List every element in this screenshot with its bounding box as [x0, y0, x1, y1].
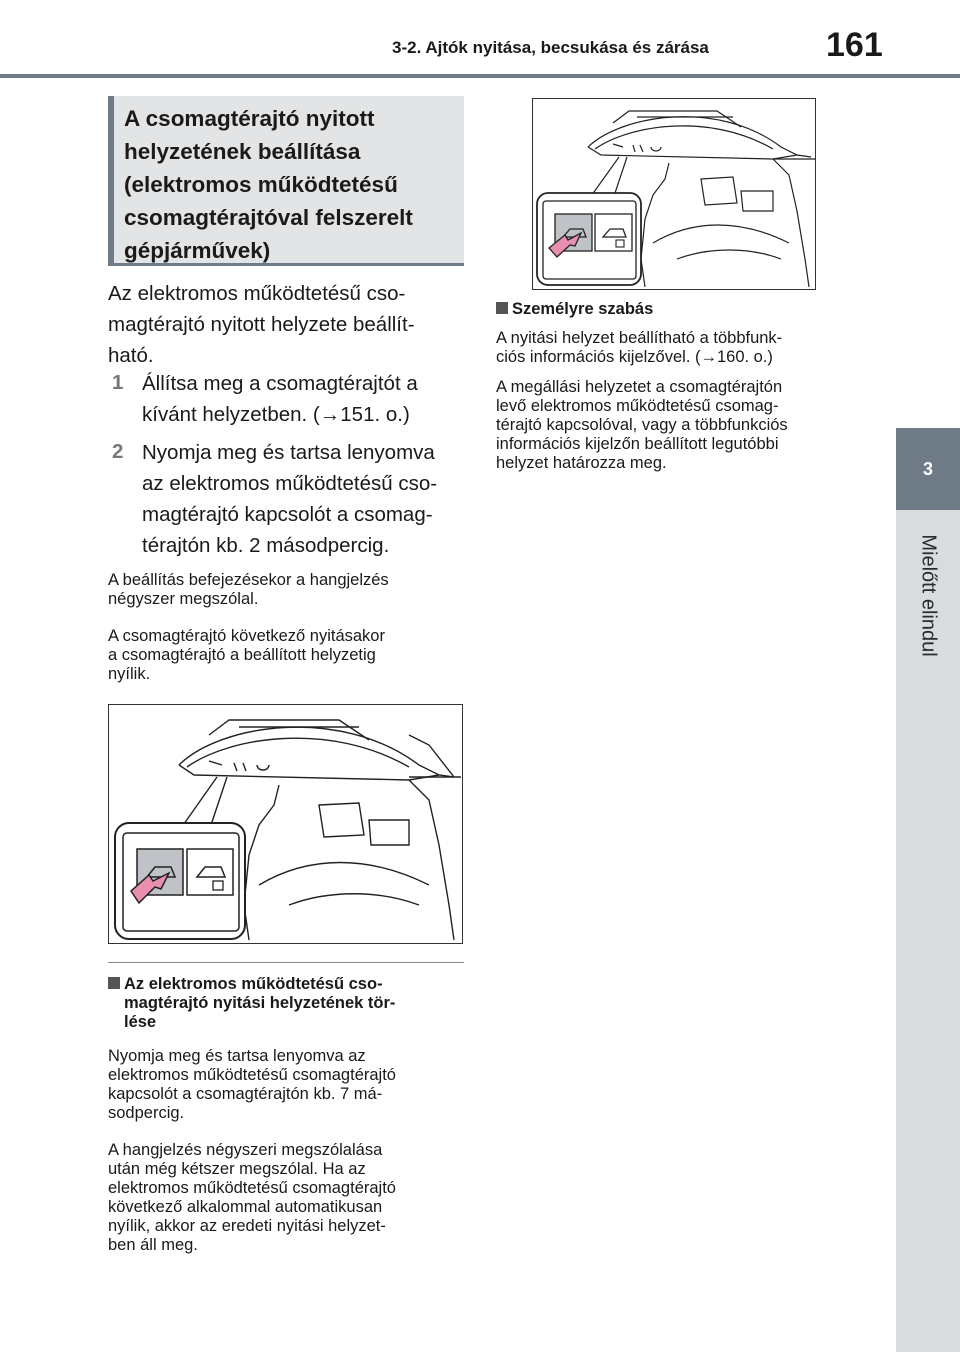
- step-line: kívánt helyzetben. (→151. o.): [142, 403, 410, 426]
- delete-line: elektromos működtetésű csomagtérajtó: [108, 1066, 396, 1084]
- chapter-number: 3: [922, 458, 933, 479]
- step-line: az elektromos működtetésű cso-: [142, 472, 438, 495]
- note-paragraph: [108, 571, 389, 609]
- delete-line: A hangjelzés négyszeri megszólalása: [108, 1141, 383, 1159]
- step-line: térajtón kb. 2 másodpercig.: [142, 534, 390, 557]
- delete-line: kapcsolót a csomagtérajtón kb. 7 má-: [108, 1085, 383, 1103]
- delete-line: nyílik, akkor az eredeti nyitási helyzet-: [108, 1217, 386, 1235]
- note-line: négyszer megszólal.: [108, 590, 259, 608]
- note-line: A beállítás befejezésekor a hangjelzés: [108, 571, 389, 589]
- step-text: [142, 368, 418, 430]
- custom-paragraph: [496, 329, 782, 367]
- tailgate-illustration-small: [532, 98, 816, 290]
- block-divider: [108, 962, 464, 963]
- note-line: a csomagtérajtó a beállított helyzetig: [108, 646, 376, 664]
- tailgate-drawing: [109, 705, 462, 943]
- header-divider: [0, 74, 960, 78]
- header-title: 3-2. Ajtók nyitása, becsukása és zárása: [392, 38, 709, 57]
- intro-line: magtérajtó nyitott helyzete beállít-: [108, 313, 415, 336]
- delete-title-line: lése: [124, 1013, 157, 1031]
- square-bullet-icon: [108, 977, 120, 989]
- heading-line: helyzetének beállítása: [124, 139, 361, 164]
- delete-line: ben áll meg.: [108, 1236, 198, 1254]
- custom-line: térajtó kapcsolóval, vagy a többfunkciós: [496, 416, 788, 434]
- heading-line: A csomagtérajtó nyitott: [124, 106, 375, 131]
- custom-line: helyzet határozza meg.: [496, 454, 667, 472]
- custom-line: A megállási helyzetet a csomagtérajtón: [496, 378, 783, 396]
- delete-block-title: [108, 975, 395, 1032]
- step-text: [142, 437, 437, 561]
- heading-line: (elektromos működtetésű: [124, 172, 398, 197]
- note-line: nyílik.: [108, 665, 151, 683]
- intro-paragraph: [108, 278, 415, 371]
- chapter-tab: [896, 428, 960, 510]
- step-number: 2: [112, 440, 124, 463]
- custom-line: információs kijelzőn beállított legutóbbi: [496, 435, 779, 453]
- page-number: 161: [826, 26, 883, 64]
- delete-title-line: magtérajtó nyitási helyzetének tör-: [124, 994, 396, 1012]
- tailgate-illustration: [108, 704, 463, 944]
- section-heading: [108, 96, 464, 266]
- note-paragraph: [108, 627, 385, 684]
- step-line: Nyomja meg és tartsa lenyomva: [142, 441, 435, 464]
- tailgate-drawing-small: [533, 99, 815, 289]
- intro-line: ható.: [108, 344, 154, 367]
- custom-line: ciós információs kijelzővel. (→160. o.): [496, 348, 773, 366]
- intro-line: Az elektromos működtetésű cso-: [108, 282, 406, 305]
- note-line: A csomagtérajtó következő nyitásakor: [108, 627, 385, 645]
- custom-line: levő elektromos működtetésű csomag-: [496, 397, 779, 415]
- delete-line: után még kétszer megszólal. Ha az: [108, 1160, 366, 1178]
- custom-paragraph: [496, 378, 788, 473]
- heading-line: gépjárművek): [124, 238, 271, 263]
- chapter-label-wrap: [896, 510, 960, 680]
- custom-block-title: [496, 300, 653, 319]
- custom-title: Személyre szabás: [512, 300, 654, 318]
- delete-line: következő alkalommal automatikusan: [108, 1198, 383, 1216]
- step-number: 1: [112, 371, 124, 394]
- step-line: magtérajtó kapcsolót a csomag-: [142, 503, 433, 526]
- delete-line: elektromos működtetésű csomagtérajtó: [108, 1179, 396, 1197]
- chapter-label: Mielőtt elindul: [917, 533, 940, 657]
- delete-line: sodpercig.: [108, 1104, 185, 1122]
- delete-paragraph: [108, 1047, 396, 1123]
- delete-paragraph: [108, 1141, 396, 1255]
- delete-line: Nyomja meg és tartsa lenyomva az: [108, 1047, 366, 1065]
- heading-line: csomagtérajtóval felszerelt: [124, 205, 413, 230]
- square-bullet-icon: [496, 302, 508, 314]
- custom-line: A nyitási helyzet beállítható a többfunk-: [496, 329, 783, 347]
- delete-title-line: Az elektromos működtetésű cso-: [124, 975, 383, 993]
- step-line: Állítsa meg a csomagtérajtót a: [142, 372, 418, 395]
